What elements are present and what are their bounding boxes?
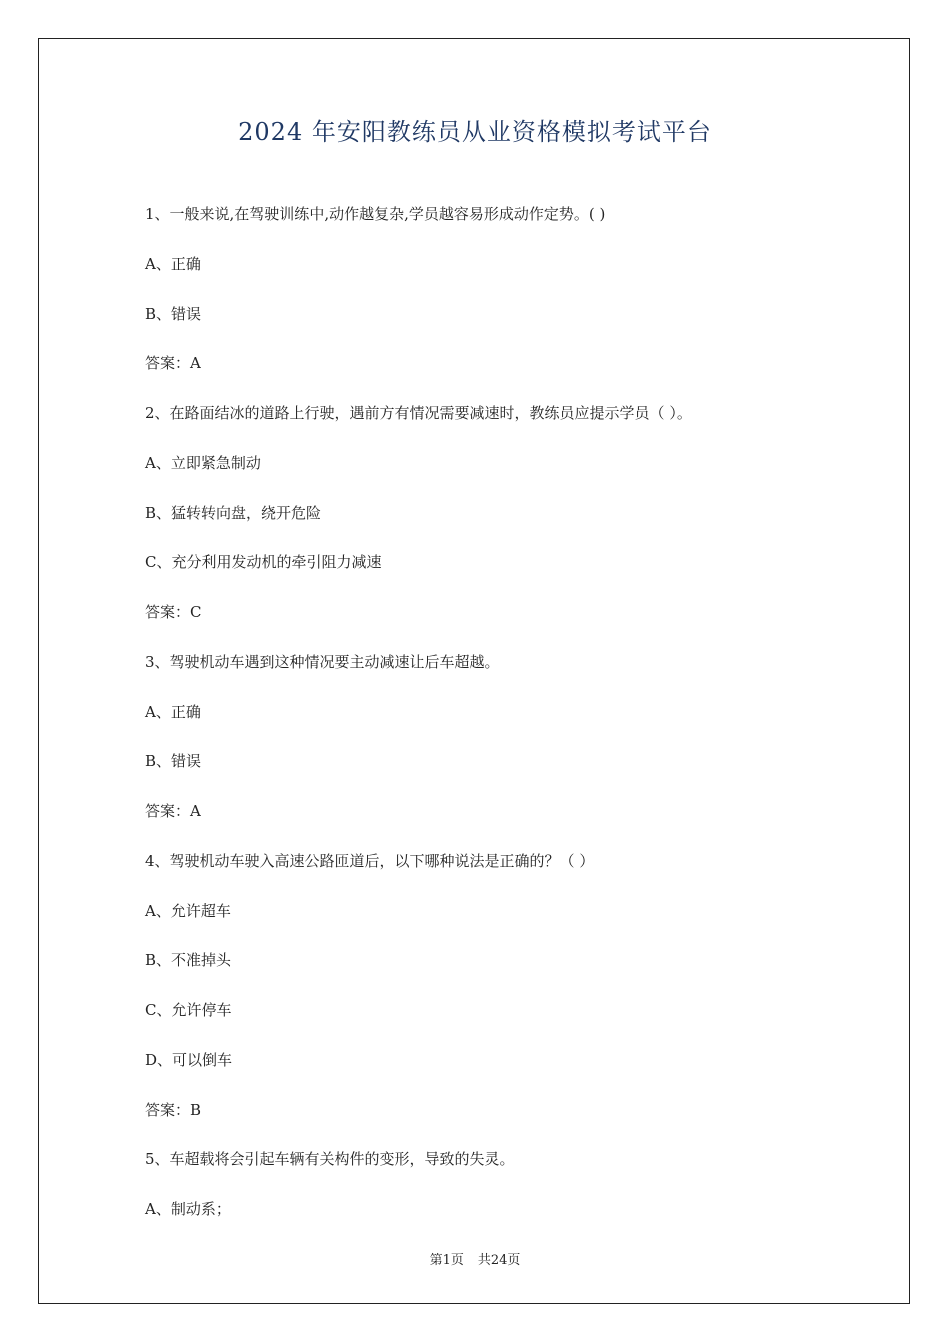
question-4-option-d: D、可以倒车 [145,1050,233,1069]
question-1-answer: 答案：A [145,354,201,373]
question-3-answer: 答案：A [145,802,201,820]
question-2-option-c: C、充分利用发动机的牵引阻力减速 [145,553,382,572]
document-body [145,203,845,1248]
question-4-option-b: B、不准掉头 [145,951,232,970]
page-footer [0,1249,950,1268]
question-3-option-a: A、正确 [145,702,201,721]
question-3-option-b: B、错误 [145,752,202,771]
question-4-option-a: A、允许超车 [145,901,231,920]
question-1-option-a: A、正确 [145,254,201,273]
question-5-text: 5、车超载将会引起车辆有关构件的变形，导致的失灵。 [145,1150,515,1169]
question-4-text: 4、驾驶机动车驶入高速公路匝道后，以下哪种说法是正确的？（ ） [145,851,595,870]
question-2-option-b: B、猛转转向盘，绕开危险 [145,503,322,522]
question-4-answer: 答案：B [145,1100,202,1119]
page-number: 第1页 [429,1253,464,1268]
question-4-option-c: C、允许停车 [145,1001,232,1019]
question-1-text: 1、一般来说,在驾驶训练中,动作越复杂,学员越容易形成动作定势。( ) [145,205,606,223]
question-2-answer: 答案：C [145,603,202,621]
question-2-text: 2、在路面结冰的道路上行驶，遇前方有情况需要减速时，教练员应提示学员（ ）。 [145,404,692,422]
document-title: 2024 年安阳教练员从业资格模拟考试平台 [238,118,712,146]
question-5-option-a: A、制动系； [145,1200,231,1218]
question-2-option-a: A、立即紧急制动 [145,453,261,472]
question-1-option-b: B、错误 [145,304,202,323]
question-3-text: 3、驾驶机动车遇到这种情况要主动减速让后车超越。 [145,652,500,671]
page-total: 共24页 [477,1253,521,1268]
